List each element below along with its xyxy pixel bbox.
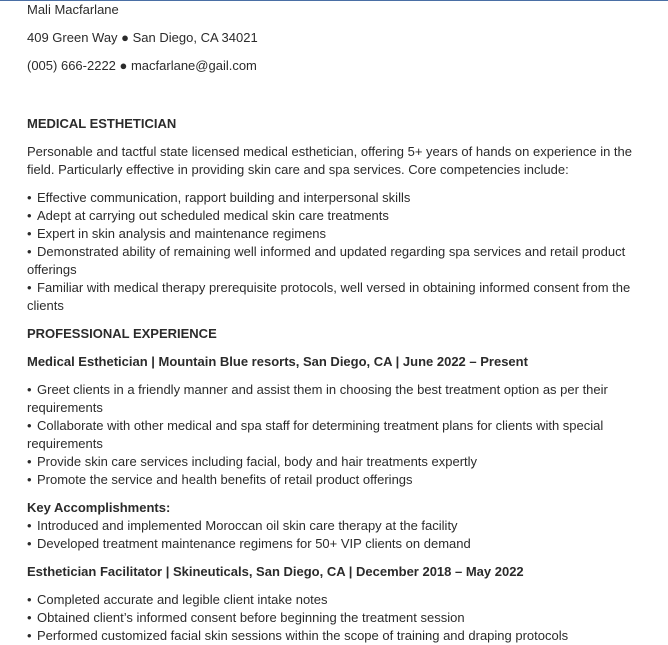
accomplishments-label: Key Accomplishments:: [27, 500, 171, 515]
list-item: • Obtained client’s informed consent before beginning the treatment session: [27, 609, 663, 627]
list-item: • Completed accurate and legible client intake notes: [27, 591, 663, 609]
list-item: • Expert in skin analysis and maintenance regimens: [27, 225, 663, 243]
summary-heading: MEDICAL ESTHETICIAN: [27, 116, 177, 131]
experience-heading: PROFESSIONAL EXPERIENCE: [27, 326, 217, 341]
summary-paragraph: Personable and tactful state licensed medical esthetician, offering 5+ years of hands on experience in the field. Particularly effective in providing skin care and spa services. Core competencies include:: [27, 144, 633, 177]
list-item: • Adept at carrying out scheduled medical skin care treatments: [27, 207, 663, 225]
resume-page: [27, 0, 663, 645]
list-item: • Performed customized facial skin sessions within the scope of training and draping protocols: [27, 627, 663, 645]
list-item: • Demonstrated ability of remaining well informed and updated regarding spa services and retail product offerings: [27, 243, 663, 279]
candidate-name: Mali Macfarlane: [27, 2, 119, 17]
list-item: • Effective communication, rapport building and interpersonal skills: [27, 189, 663, 207]
list-item: • Greet clients in a friendly manner and assist them in choosing the best treatment option as per their requirements: [27, 381, 663, 417]
contact-line: (005) 666-2222 ● macfarlane@gail.com: [27, 58, 257, 73]
list-item: • Provide skin care services including facial, body and hair treatments expertly: [27, 453, 663, 471]
address-line: 409 Green Way ● San Diego, CA 34021: [27, 30, 258, 45]
list-item: • Introduced and implemented Moroccan oil skin care therapy at the facility: [27, 517, 663, 535]
accomplishments-list: [27, 517, 663, 553]
list-item: • Developed treatment maintenance regimens for 50+ VIP clients on demand: [27, 535, 663, 553]
job-duties-list: [27, 381, 663, 489]
job-title: Esthetician Facilitator | Skineuticals, San Diego, CA | December 2018 – May 2022: [27, 564, 524, 579]
list-item: • Collaborate with other medical and spa staff for determining treatment plans for clients with special requirements: [27, 417, 663, 453]
list-item: • Promote the service and health benefits of retail product offerings: [27, 471, 663, 489]
job-title: Medical Esthetician | Mountain Blue resorts, San Diego, CA | June 2022 – Present: [27, 354, 528, 369]
competencies-list: [27, 189, 663, 315]
list-item: • Familiar with medical therapy prerequisite protocols, well versed in obtaining informed consent from the clients: [27, 279, 663, 315]
job-duties-list: [27, 591, 663, 645]
